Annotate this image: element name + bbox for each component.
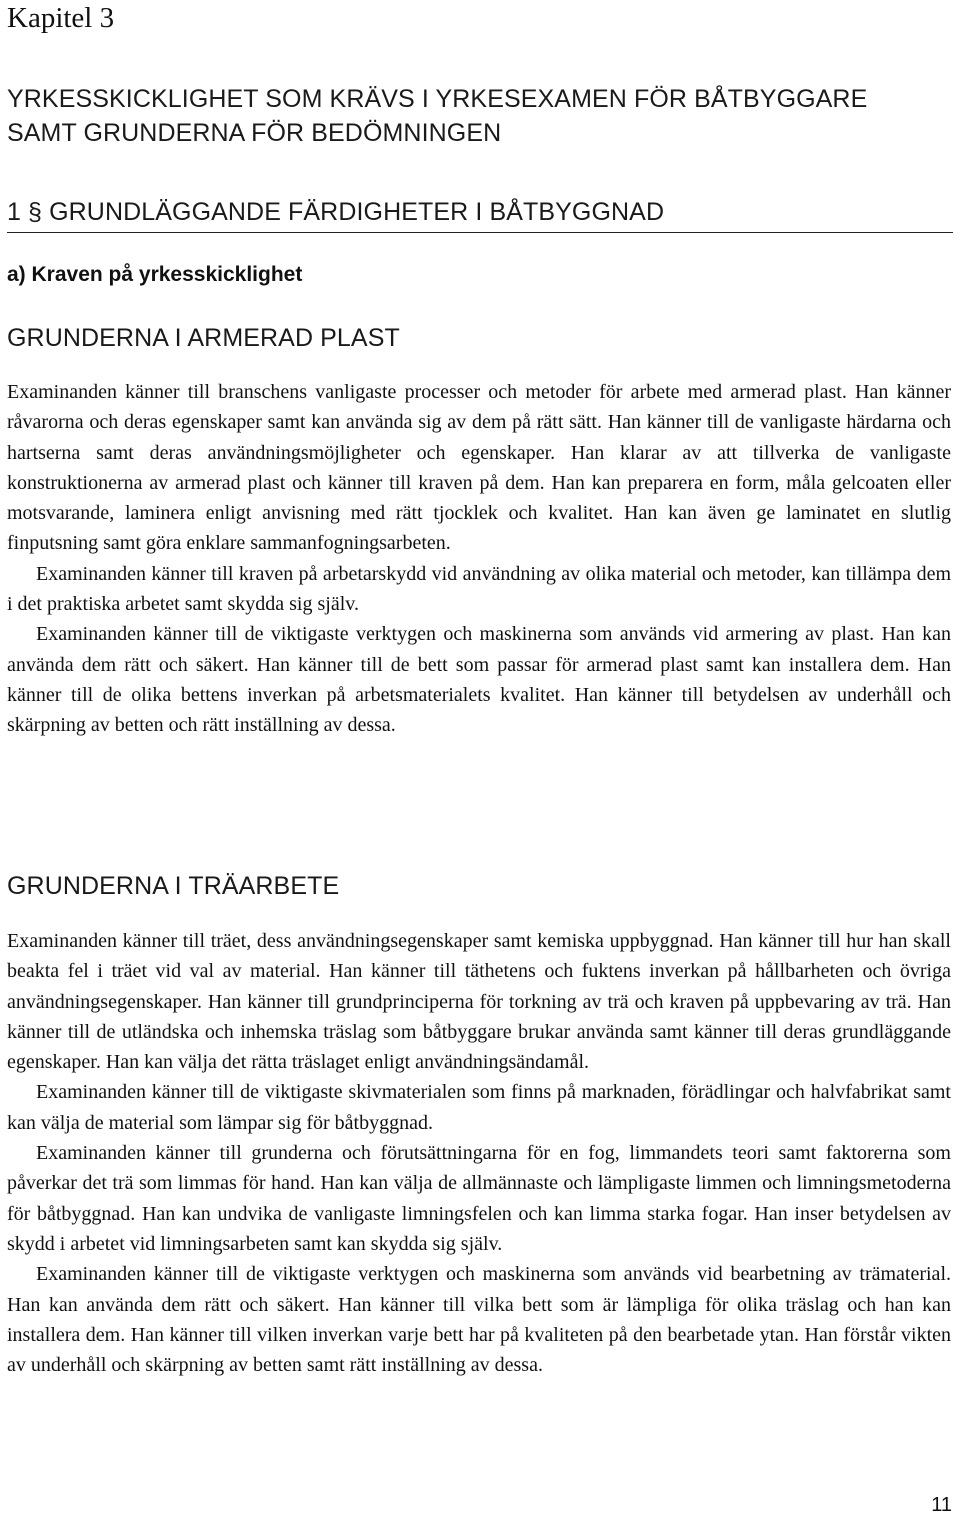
paragraph: Examinanden känner till träet, dess användningsegenskaper samt kemiska uppbyggnad. Han känner till hur han skall beakta fel i träet vid val av material. Han känner till täthetens och fuktens inverkan på hållbarheten och övriga användningsegenskaper. Han känner till grundprinciperna för torkning av trä och kraven på uppbevaring av trä. Han känner till de utländska och inhemska träslag som båtbyggare brukar använda samt känner till deras grundläggande egenskaper. Han kan välja det rätta träslaget enligt användningsändamål. [7, 930, 951, 1074]
paragraph: Examinanden känner till de viktigaste verktygen och maskinerna som används vid bearbetning av trämaterial. Han kan använda dem rätt och säkert. Han känner till vilka bett som är lämpliga för olika träslag och han kan installera dem. Han känner till vilken inverkan varje bett har på kvaliteten på den bearbetade ytan. Han förstår vikten av underhåll och skärpning av betten samt rätt inställning av dessa. [7, 1263, 951, 1377]
page-number: 11 [931, 1494, 952, 1516]
paragraph: Examinanden känner till grunderna och förutsättningarna för en fog, limmandets teori samt faktorerna som påverkar det trä som limmas för hand. Han kan välja de allmännaste och lämpligaste limmen och limningsmetoderna för båtbyggnad. Han kan undvika de vanligaste limningsfelen och kan limma starka fogar. Han inser betydelsen av skydd i arbetet vid limningsarbeten samt kan skydda sig själv. [7, 1142, 951, 1255]
paragraph: Examinanden känner till kraven på arbetarskydd vid användning av olika material och metoder, kan tillämpa dem i det praktiska arbetet samt skydda sig själv. [7, 562, 951, 616]
paragraph: Examinanden känner till branschens vanligaste processer och metoder för arbete med armerad plast. Han känner råvarorna och deras egenskaper samt kan använda sig av dem på rätt sätt. Han känner till de vanligaste härdarna och hartserna samt deras användningsmöjligheter och egenskaper. Han klarar av att tillverka de vanligaste konstruktionerna av armerad plast och känner till kraven på dem. Han kan preparera en form, måla gelcoaten eller motsvarande, laminera enligt anvisning med rätt tjocklek och kvalitet. Han kan även ge laminatet en slutlig finputsning samt göra enklare sammanfogningsarbeten. [7, 381, 951, 555]
subsection-heading: a) Kraven på yrkesskicklighet [7, 263, 303, 286]
document-title-line-2: SAMT GRUNDERNA FÖR BEDÖMNINGEN [7, 119, 502, 147]
document-title-line-1: YRKESSKICKLIGHET SOM KRÄVS I YRKESEXAMEN FÖR BÅTBYGGARE [7, 85, 868, 113]
document-title [7, 82, 867, 150]
topic-body-wood [7, 926, 951, 1380]
topic-heading-wood: GRUNDERNA I TRÄARBETE [7, 872, 340, 900]
topic-heading-plastic: GRUNDERNA I ARMERAD PLAST [7, 324, 400, 352]
topic-body-plastic [7, 377, 951, 741]
paragraph: Examinanden känner till de viktigaste skivmaterialen som finns på marknaden, förädlingar och halvfabrikat samt kan välja de material som lämpar sig för båtbyggnad. [7, 1081, 951, 1134]
chapter-label: Kapitel 3 [7, 2, 115, 34]
section-title: 1 § GRUNDLÄGGANDE FÄRDIGHETER I BÅTBYGGNAD [7, 195, 953, 233]
paragraph: Examinanden känner till de viktigaste verktygen och maskinerna som används vid armering av plast. Han kan använda dem rätt och säkert. Han känner till de bett som passar för armerad plast samt kan installera dem. Han känner till de olika bettens inverkan på arbetsmaterialets kvalitet. Han känner till betydelsen av underhåll och skärpning av betten och rätt inställning av dessa. [7, 623, 951, 737]
